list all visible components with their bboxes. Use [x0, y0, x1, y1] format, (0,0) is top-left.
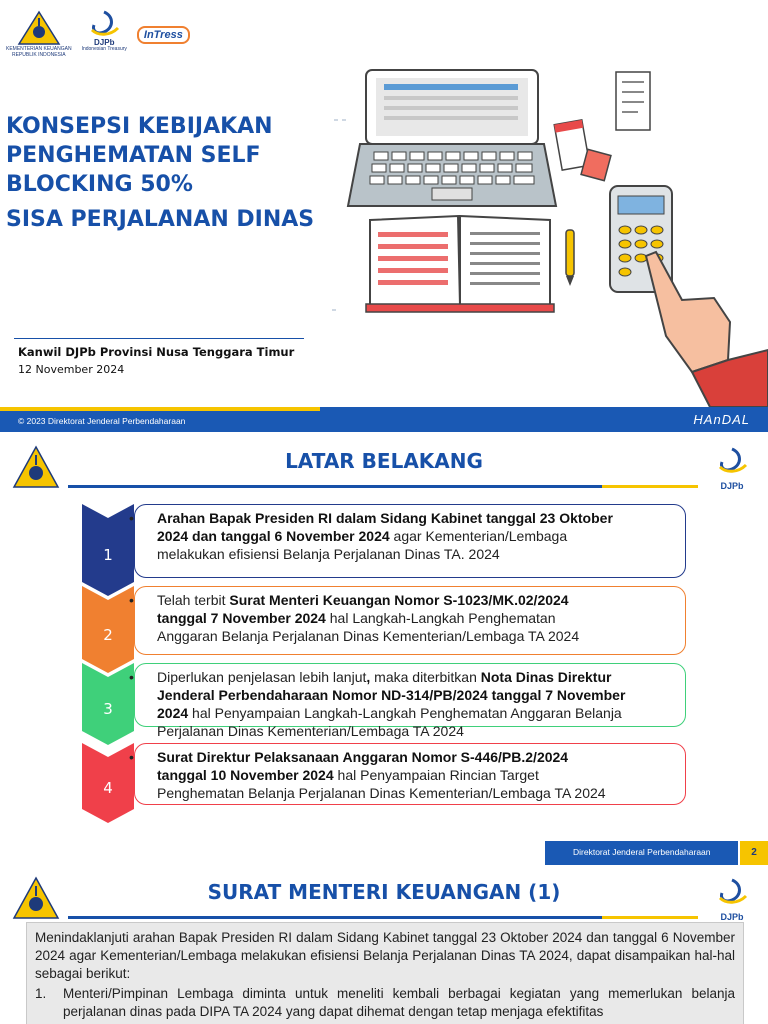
item-bold-text: tanggal 7 November 2024	[157, 610, 326, 626]
cover-divider	[14, 338, 304, 339]
item-line	[129, 591, 677, 609]
item-text: hal Penyampaian Rincian Target	[333, 767, 539, 783]
item-bold-text: 2024 dan tanggal 6 November 2024	[157, 528, 390, 544]
ledger-book-icon	[366, 216, 554, 312]
item-text: maka diterbitkan	[370, 669, 481, 685]
kemenkeu-caption: KEMENTERIAN KEUANGAN	[6, 46, 72, 52]
djpb-label: DJPb	[720, 481, 744, 491]
pen-icon	[566, 230, 574, 286]
bullet-icon: •	[129, 669, 134, 685]
footer-copyright: © 2023 Direktorat Jenderal Perbendaharaan	[18, 416, 186, 426]
djpb-label: DJPb	[720, 912, 744, 922]
list-item-text: Menteri/Pimpinan Lembaga diminta untuk meneliti kembali berbagai kegiatan yang memerlukan belanja perjalanan dinas pada DIPA TA 2024 yang dapat dihemat dengan tetap menjaga efektifitas	[63, 986, 735, 1019]
item-text: agar Kementerian/Lembaga	[389, 528, 568, 544]
item-text: Perjalanan Dinas Kementerian/Lembaga TA 2024	[157, 723, 464, 739]
slide-cover	[0, 0, 768, 432]
kemenkeu-logo	[6, 10, 72, 58]
djpb-swirl-icon	[712, 878, 752, 908]
item-number: 4	[103, 779, 113, 797]
title-rule-accent	[602, 485, 698, 488]
cover-title: KONSEPSI KEBIJAKAN PENGHEMATAN SELF BLOCKING 50%	[6, 114, 273, 197]
item-number: 1	[103, 546, 113, 564]
item-bold-text: Nota Dinas Direktur	[480, 669, 612, 685]
item-line	[129, 668, 677, 686]
item-line	[129, 509, 677, 527]
footer-brand: HAnDAL	[693, 412, 750, 427]
cover-date: 12 November 2024	[18, 363, 125, 376]
slide-title: LATAR BELAKANG	[285, 449, 483, 473]
item-text: melakukan efisiensi Belanja Perjalanan Dinas TA. 2024	[157, 546, 500, 562]
finance-illustration	[330, 60, 768, 407]
item-text: Telah terbit	[157, 592, 230, 608]
djpb-caption: Indonesian Treasury	[81, 46, 127, 52]
item-text: Diperlukan penjelasan lebih lanjut	[157, 669, 367, 685]
footer-text: Direktorat Jenderal Perbendaharaan	[573, 847, 711, 857]
background-item-4	[82, 743, 688, 811]
item-bold-text: ,	[366, 669, 371, 685]
item-bold-text: Arahan Bapak Presiden RI dalam Sidang Kabinet tanggal 23 Oktober	[157, 510, 613, 526]
item-text: Anggaran Belanja Perjalanan Dinas Kementerian/Lembaga TA 2024	[157, 628, 580, 644]
intress-wordmark: InTress	[137, 26, 190, 44]
item-line	[129, 748, 677, 766]
decorative-lines	[330, 120, 350, 310]
title-rule	[68, 916, 602, 919]
bullet-icon: •	[129, 510, 134, 526]
title-rule	[68, 485, 602, 488]
page-number: 2	[740, 841, 768, 865]
djpb-name: DJPb	[94, 38, 115, 47]
item-line	[143, 527, 677, 545]
item-line	[143, 722, 677, 740]
hand-pointing-icon	[646, 252, 768, 407]
laptop-icon	[348, 70, 556, 206]
djpb-logo	[712, 447, 752, 491]
cover-footer	[0, 407, 768, 432]
footer-accent	[0, 407, 320, 411]
item-bold-text: Jenderal Perbendaharaan Nomor ND-314/PB/2024 tanggal 7 November	[157, 687, 626, 703]
item-text: Penghematan Belanja Perjalanan Dinas Kementerian/Lembaga TA 2024	[157, 785, 606, 801]
item-text-box	[129, 663, 686, 739]
djpb-logo	[712, 878, 752, 922]
logo-row	[6, 10, 190, 66]
list-item	[35, 985, 735, 1021]
item-number: 2	[103, 625, 113, 644]
item-bold-text: Surat Direktur Pelaksanaan Anggaran Nomor S-446/PB.2/2024	[157, 749, 569, 765]
item-line	[143, 609, 677, 627]
cover-title-block	[6, 112, 336, 234]
item-number: 3	[103, 700, 113, 718]
item-bold-text: 2024	[157, 705, 189, 721]
slide-title: SURAT MENTERI KEUANGAN (1)	[207, 880, 561, 904]
slide-surat-menteri	[0, 866, 768, 1024]
kemenkeu-caption-2: REPUBLIK INDONESIA	[11, 52, 66, 58]
item-text: hal Langkah-Langkah Penghematan	[325, 610, 556, 626]
cover-organization: Kanwil DJPb Provinsi Nusa Tenggara Timur	[18, 345, 295, 359]
bullet-icon: •	[129, 749, 134, 765]
background-item-2	[82, 586, 688, 661]
item-bold-text: tanggal 10 November 2024	[157, 767, 334, 783]
item-text: hal Penyampaian Langkah-Langkah Penghematan Anggaran Belanja	[188, 705, 622, 721]
item-line	[143, 766, 677, 784]
item-line	[143, 686, 677, 704]
calendar-icon	[554, 120, 611, 181]
slide-latar-belakang	[0, 433, 768, 865]
djpb-logo	[82, 10, 127, 52]
item-bold-text: Surat Menteri Keuangan Nomor S-1023/MK.02/2024	[229, 592, 569, 608]
item-line	[143, 627, 677, 645]
item-line	[143, 704, 677, 722]
item-line	[143, 545, 677, 563]
background-item-3	[82, 663, 688, 739]
item-text-box	[129, 743, 686, 805]
item-text-box	[129, 586, 686, 655]
slide-footer	[545, 841, 738, 865]
title-rule-accent	[602, 916, 698, 919]
background-item-1	[82, 504, 688, 584]
kemenkeu-emblem-icon	[15, 10, 63, 46]
bullet-icon: •	[129, 592, 134, 608]
letter-body	[26, 922, 744, 1024]
receipt-icon	[616, 72, 650, 130]
letter-intro: Menindaklanjuti arahan Bapak Presiden RI dalam Sidang Kabinet tanggal 23 Oktober 2024 dan tanggal 6 November 2024 agar Kementerian/Lembaga melakukan efisiensi Belanja Perjalanan Dinas TA 2024, dapat disampaikan hal-hal sebagai berikut:	[35, 930, 735, 981]
item-line	[143, 784, 677, 802]
item-text-box	[129, 504, 686, 578]
list-item-number: 1.	[35, 986, 47, 1001]
djpb-swirl-icon	[712, 447, 752, 477]
cover-subtitle: SISA PERJALANAN DINAS	[6, 207, 315, 232]
intress-logo	[137, 26, 190, 44]
djpb-swirl-icon	[84, 10, 124, 40]
